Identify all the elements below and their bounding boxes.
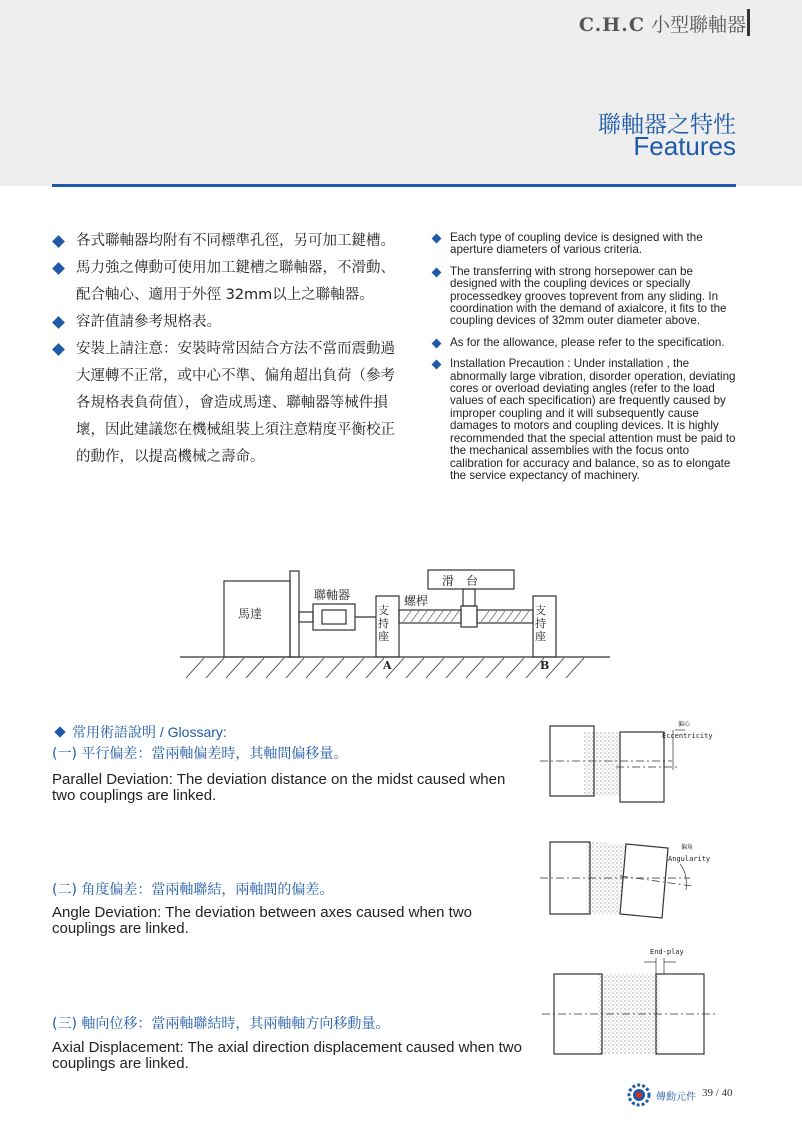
bullet-diamond-icon xyxy=(432,267,442,277)
feature-cn-text: 容許值請參考規格表。 xyxy=(76,314,221,330)
bullet-diamond-icon xyxy=(52,343,65,356)
list-item xyxy=(432,337,738,349)
bullet-diamond-icon xyxy=(432,360,442,370)
diagram-label-motor: 馬達 xyxy=(238,607,263,621)
bullet-diamond-icon xyxy=(432,234,442,244)
installation-diagram xyxy=(180,566,612,686)
brand-logo-text: C.H.C xyxy=(578,14,645,36)
diagram-label-a: A xyxy=(383,659,392,672)
glossary-item-title: (二) 角度偏差：當兩軸聯結，兩軸間的偏差。 xyxy=(52,882,334,898)
diagram-label-slide: 滑 台 xyxy=(442,574,479,588)
bullet-diamond-icon xyxy=(54,726,65,737)
feature-en-text: The transferring with strong horsepower can be designed with the coupling devices or specially processedkey grooves toprevent from any sliding. In coordination with the demand of axialcore, it fits to the coupling devices of 32mm outer diameter above. xyxy=(450,264,727,328)
feature-cn-text: 各式聯軸器均附有不同標準孔徑，另可加工鍵槽。 xyxy=(76,233,395,249)
glossary-item-desc: Axial Displacement: The axial direction displacement caused when two couplings are linked. xyxy=(52,1039,522,1072)
list-item xyxy=(52,255,400,309)
endplay-figure xyxy=(540,944,736,1060)
bullet-diamond-icon xyxy=(52,316,65,329)
eccentricity-label-en: Eccentricity xyxy=(662,732,713,740)
diagram-label-support-b-1: 支 xyxy=(535,604,546,617)
angularity-label-cn: 偏角 xyxy=(681,844,694,851)
eccentricity-figure xyxy=(540,716,736,810)
diagram-label-support-b-3: 座 xyxy=(535,630,546,643)
diagram-label-support-b-2: 持 xyxy=(535,617,546,630)
bullet-diamond-icon xyxy=(52,235,65,248)
list-item xyxy=(432,358,738,482)
glossary-item-desc: Angle Deviation: The deviation between axes caused when two couplings are linked. xyxy=(52,904,472,937)
glossary-item-angle xyxy=(52,880,512,937)
feature-cn-text: 安裝上請注意：安裝時常因結合方法不當而震動過大運轉不正常，或中心不準、偏角超出負荷（參考各規格表負荷值），會造成馬達、聯軸器等械件損壞，因此建議您在機械組裝上須注意精度平衡校正的動作，以提高機械之壽命。 xyxy=(76,341,395,465)
page-title-en: Features xyxy=(633,131,736,161)
bullet-diamond-icon xyxy=(52,262,65,275)
diagram-label-coupling: 聯軸器 xyxy=(314,588,351,602)
footer-label: 傳動元件 xyxy=(656,1092,696,1103)
page-number: 39 / 40 xyxy=(702,1087,733,1099)
diagram-label-screw: 螺桿 xyxy=(404,594,429,608)
glossary-heading-text: 常用術語說明 / Glossary: xyxy=(72,724,227,740)
list-item xyxy=(52,228,400,255)
feature-en-text: Each type of coupling device is designed with the aperture diameters of various criteria. xyxy=(450,231,703,257)
eccentricity-label-cn: 偏心 xyxy=(678,721,691,728)
title-rule xyxy=(52,184,736,187)
feature-en-text: As for the allowance, please refer to the specification. xyxy=(450,335,725,349)
feature-cn-text: 馬力強之傳動可使用加工鍵槽之聯軸器，不滑動、配合軸心、適用于外徑 32mm以上之聯軸器。 xyxy=(76,260,395,303)
brand-header xyxy=(579,10,746,37)
angularity-label-en: Angularity xyxy=(668,855,711,863)
list-item xyxy=(432,266,738,328)
endplay-label-en: End-play xyxy=(650,948,684,956)
glossary-item-title: (三) 軸向位移：當兩軸聯結時，其兩軸軸方向移動量。 xyxy=(52,1016,390,1032)
glossary-item-axial xyxy=(52,1014,534,1072)
list-item xyxy=(52,336,400,471)
diagram-label-b: B xyxy=(540,659,550,672)
bullet-diamond-icon xyxy=(432,338,442,348)
glossary-item-title: (一) 平行偏差：當兩軸偏差時，其軸間偏移量。 xyxy=(52,746,348,762)
diagram-label-support-a-2: 持 xyxy=(378,617,389,630)
glossary-item-desc: Parallel Deviation: The deviation distance on the midst caused when two couplings are linked. xyxy=(52,771,506,804)
features-en-list xyxy=(432,232,738,491)
brand-name: 小型聯軸器 xyxy=(650,14,746,36)
brand-divider xyxy=(747,9,750,36)
glossary-item-parallel xyxy=(52,744,522,804)
diagram-label-support-a-1: 支 xyxy=(378,604,389,617)
glossary-heading xyxy=(52,722,227,742)
list-item xyxy=(52,309,400,336)
angularity-figure xyxy=(540,834,736,922)
feature-en-text: Installation Precaution : Under installation , the abnormally large vibration, disorder operation, deviating cores or overload deviating angles (refer to the load values of each specification) are frequently caused by improper coupling and it will subsequently cause damages to motors and coupling devices. It is highly recommended that the special attention must be paid to the mechanical assemblies with the focus onto calibration for accuracy and balance, so as to elongate the service expectancy of machinery. xyxy=(450,357,736,482)
list-item xyxy=(432,232,738,257)
diagram-label-support-a-3: 座 xyxy=(378,630,389,643)
company-gear-logo xyxy=(627,1083,651,1107)
features-cn-list xyxy=(52,228,400,471)
page-title-cn: 聯軸器之特性 xyxy=(598,112,736,138)
